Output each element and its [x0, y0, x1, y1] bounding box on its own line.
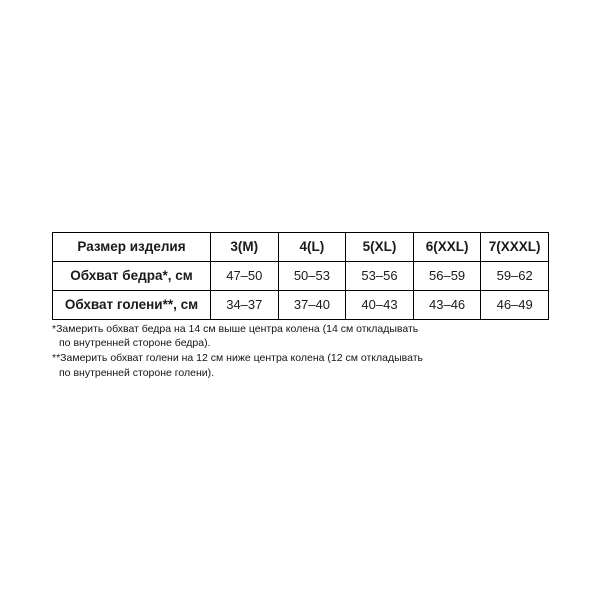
cell-calf-xxl: 43–46 [413, 291, 481, 320]
column-header-product-size: Размер изделия [53, 233, 211, 262]
size-table-container [52, 232, 548, 320]
footnote-calf-line2: по внутренней стороне голени). [59, 366, 215, 379]
table-row [53, 262, 549, 291]
table-header-row [53, 233, 549, 262]
footnote-thigh [52, 322, 522, 350]
cell-calf-xl: 40–43 [346, 291, 414, 320]
cell-calf-xxxl: 46–49 [481, 291, 549, 320]
column-header-size-xxl: 6(XXL) [413, 233, 481, 262]
cell-thigh-xxxl: 59–62 [481, 262, 549, 291]
footnote-thigh-line2: по внутренней стороне бедра). [59, 337, 211, 350]
column-header-size-l: 4(L) [278, 233, 346, 262]
cell-calf-m: 34–37 [211, 291, 279, 320]
footnote-thigh-line1: *Замерить обхват бедра на 14 см выше центра колена (14 см откладывать [52, 323, 419, 335]
cell-thigh-xxl: 56–59 [413, 262, 481, 291]
column-header-size-xl: 5(XL) [346, 233, 414, 262]
table-row [53, 291, 549, 320]
cell-thigh-xl: 53–56 [346, 262, 414, 291]
cell-thigh-l: 50–53 [278, 262, 346, 291]
cell-calf-l: 37–40 [278, 291, 346, 320]
column-header-size-xxxl: 7(XXXL) [481, 233, 549, 262]
row-header-thigh-circumference: Обхват бедра*, см [53, 262, 211, 291]
footnotes [52, 322, 522, 381]
column-header-size-m: 3(M) [211, 233, 279, 262]
footnote-calf-line1: **Замерить обхват голени на 12 см ниже центра колена (12 см откладывать [52, 352, 423, 365]
footnote-calf [52, 351, 522, 379]
cell-thigh-m: 47–50 [211, 262, 279, 291]
size-table [52, 232, 549, 320]
row-header-calf-circumference: Обхват голени**, см [53, 291, 211, 320]
